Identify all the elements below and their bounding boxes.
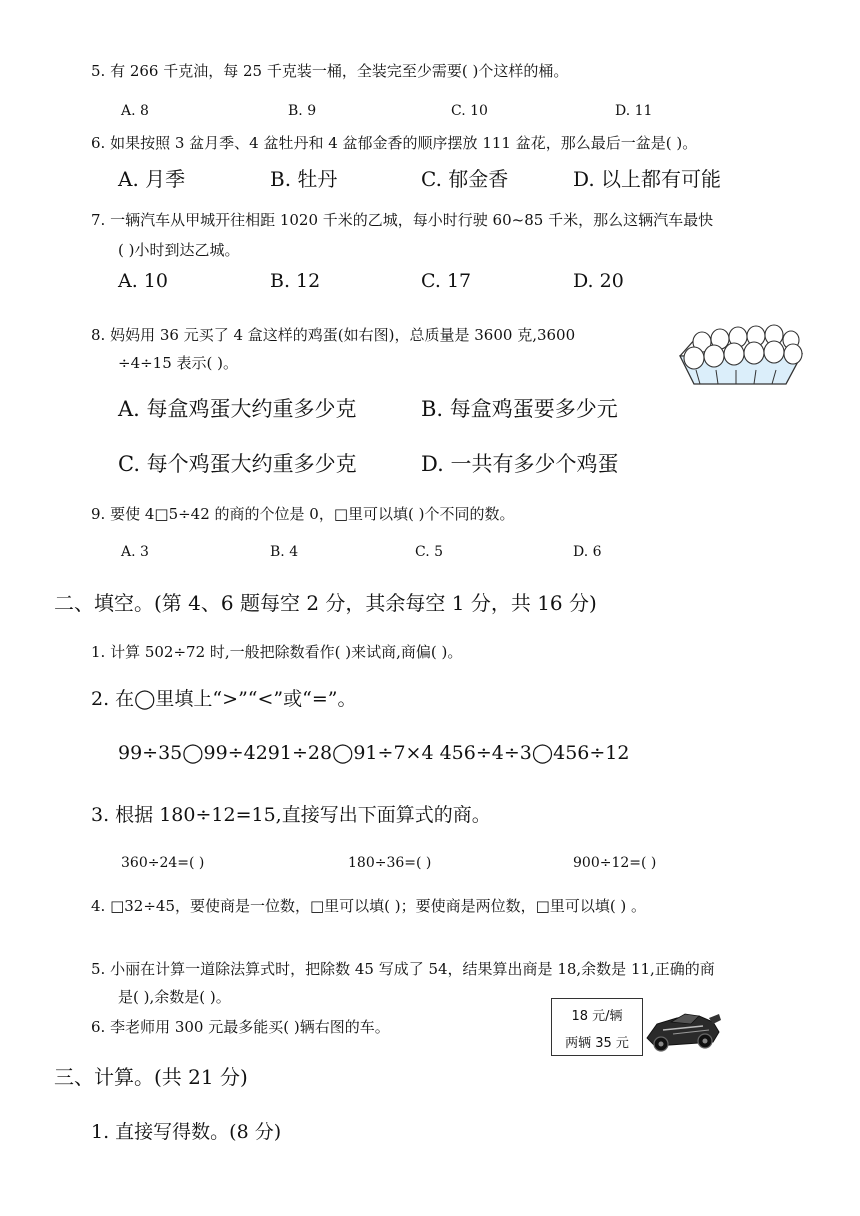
q9-option-b: B. 4 [270, 544, 299, 560]
fill-question-2: 2. 在◯里填上“>”“<”或“=”。 [91, 688, 357, 710]
fill-question-5-line1: 5. 小丽在计算一道除法算式时，把除数 45 写成了 54，结果算出商是 18,余数是 11,正确的商 [91, 960, 715, 978]
q8-option-b: B. 每盒鸡蛋要多少元 [421, 397, 618, 421]
fill-question-5-line2: 是( ),余数是( )。 [118, 988, 231, 1006]
q6-option-a: A. 月季 [118, 167, 186, 191]
fill-question-4: 4. □32÷45，要使商是一位数，□里可以填( )；要使商是两位数，□里可以填( ) 。 [91, 897, 647, 915]
q3-item-2: 180÷36=( ) [348, 855, 432, 871]
fill-question-2-expressions: 99÷35◯99÷4291÷28◯91÷7×4 456÷4÷3◯456÷12 [118, 742, 630, 764]
question-6: 6. 如果按照 3 盆月季、4 盆牡丹和 4 盆郁金香的顺序摆放 111 盆花，那么最后一盆是( )。 [91, 134, 698, 152]
question-7-line2: ( )小时到达乙城。 [118, 241, 240, 259]
section-2-heading: 二、填空。(第 4、6 题每空 2 分，其余每空 1 分，共 16 分) [54, 591, 597, 615]
q7-option-a: A. 10 [118, 270, 168, 292]
q3-item-3: 900÷12=( ) [573, 855, 657, 871]
price-tag-line1: 18 元/辆 [571, 1009, 623, 1024]
q5-option-a: A. 8 [121, 103, 149, 119]
q5-option-b: B. 9 [288, 103, 317, 119]
egg-carton-image [674, 318, 808, 390]
q6-option-c: C. 郁金香 [421, 167, 509, 191]
calc-question-1: 1. 直接写得数。(8 分) [91, 1121, 282, 1143]
question-5: 5. 有 266 千克油，每 25 千克装一桶，全装完至少需要( )个这样的桶。 [91, 62, 569, 80]
fill-question-3: 3. 根据 180÷12=15,直接写出下面算式的商。 [91, 804, 491, 826]
q5-option-d: D. 11 [615, 103, 653, 119]
q9-option-a: A. 3 [121, 544, 149, 560]
price-tag-line2: 两辆 35 元 [565, 1036, 629, 1051]
q8-option-c: C. 每个鸡蛋大约重多少克 [118, 452, 357, 476]
section-3-heading: 三、计算。(共 21 分) [54, 1065, 248, 1089]
question-8-line2: ÷4÷15 表示( )。 [118, 354, 239, 372]
q3-item-1: 360÷24=( ) [121, 855, 205, 871]
question-8-line1: 8. 妈妈用 36 元买了 4 盒这样的鸡蛋(如右图)，总质量是 3600 克,3600 [91, 326, 576, 344]
toy-car-image [643, 1004, 723, 1056]
q7-option-b: B. 12 [270, 270, 321, 292]
question-7-line1: 7. 一辆汽车从甲城开往相距 1020 千米的乙城，每小时行驶 60~85 千米，那么这辆汽车最快 [91, 211, 714, 229]
q8-option-d: D. 一共有多少个鸡蛋 [421, 452, 619, 476]
q7-option-d: D. 20 [573, 270, 624, 292]
q9-option-c: C. 5 [415, 544, 444, 560]
q9-option-d: D. 6 [573, 544, 602, 560]
fill-question-6: 6. 李老师用 300 元最多能买( )辆右图的车。 [91, 1018, 390, 1036]
question-9: 9. 要使 4□5÷42 的商的个位是 0，□里可以填( )个不同的数。 [91, 505, 515, 523]
q7-option-c: C. 17 [421, 270, 472, 292]
price-tag [551, 998, 643, 1056]
fill-question-1: 1. 计算 502÷72 时,一般把除数看作( )来试商,商偏( )。 [91, 643, 463, 661]
q8-option-a: A. 每盒鸡蛋大约重多少克 [118, 397, 357, 421]
q6-option-d: D. 以上都有可能 [573, 167, 722, 191]
q6-option-b: B. 牡丹 [270, 167, 338, 191]
q5-option-c: C. 10 [451, 103, 488, 119]
